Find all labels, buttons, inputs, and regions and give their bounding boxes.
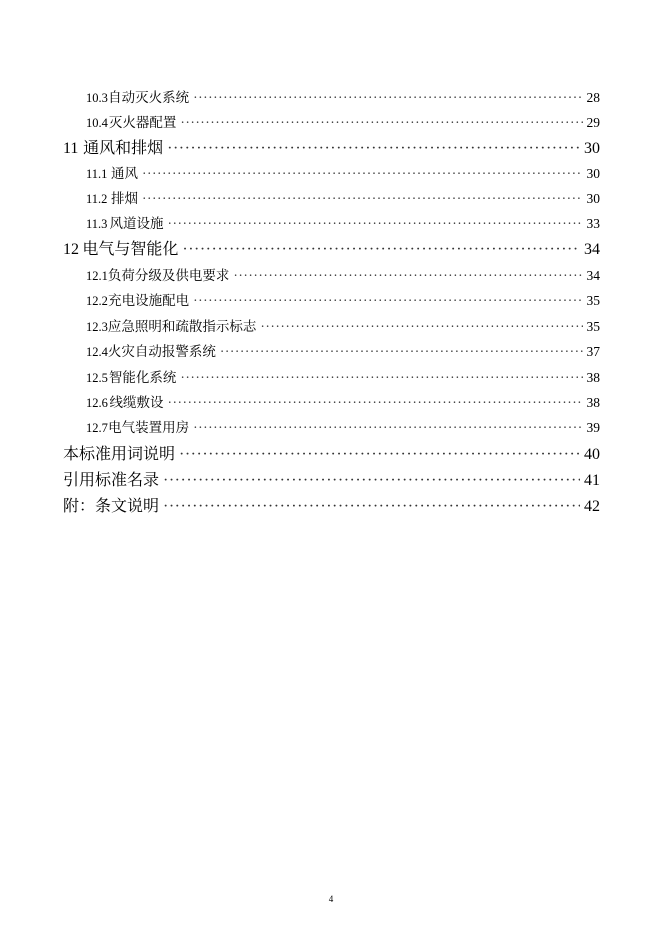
toc-entry-12-2[interactable] [86, 289, 600, 309]
toc-dot-leader [260, 319, 582, 335]
toc-dot-leader [163, 498, 580, 516]
toc-entry-12-6[interactable] [86, 391, 600, 411]
toc-entry-number: 11.1 [86, 167, 108, 181]
toc-dot-leader [167, 140, 580, 158]
toc-entry-page: 35 [586, 293, 600, 308]
toc-dot-leader [163, 472, 580, 490]
toc-entry-12-3[interactable] [86, 315, 600, 335]
toc-entry-number: 12.1 [86, 269, 108, 283]
toc-entry-12[interactable] [63, 236, 600, 259]
toc-entry-title: 附：条文说明 [63, 496, 160, 515]
toc-entry-11[interactable] [63, 135, 600, 158]
toc-entry-title: 电气装置用房 [108, 420, 190, 436]
toc-entry-page: 37 [586, 344, 600, 359]
toc-entry-page: 41 [584, 472, 600, 489]
toc-entry-referenced-standards[interactable] [63, 467, 600, 490]
toc-entry-title: 充电设施配电 [108, 293, 190, 309]
toc-entry-number: 12.6 [86, 396, 108, 410]
toc-entry-title: 排烟 [111, 191, 138, 207]
toc-entry-number: 12 [63, 241, 79, 258]
toc-entry-title: 火灾自动报警系统 [107, 344, 216, 360]
toc-entry-page: 33 [586, 216, 600, 231]
toc-dot-leader [180, 370, 582, 386]
toc-entry-number: 12.3 [86, 320, 108, 334]
toc-entry-title: 通风 [111, 166, 138, 182]
page-number: 4 [328, 894, 334, 904]
toc-entry-page: 30 [586, 191, 600, 206]
toc-entry-number: 10.4 [86, 116, 108, 130]
toc-entry-page: 29 [586, 115, 600, 130]
toc-entry-appendix[interactable] [63, 493, 600, 516]
toc-dot-leader [193, 293, 582, 309]
toc-entry-number: 11 [63, 140, 79, 157]
toc-entry-12-1[interactable] [86, 264, 600, 284]
toc-entry-title: 灭火器配置 [108, 115, 177, 131]
toc-entry-number: 10.3 [86, 91, 108, 105]
toc-entry-terms-explanation[interactable] [63, 441, 600, 464]
toc-dot-leader [168, 395, 583, 411]
toc-entry-page: 34 [584, 241, 600, 258]
toc-dot-leader [142, 166, 583, 182]
toc-entry-title: 自动灭火系统 [108, 90, 190, 106]
toc-entry-10-3[interactable] [86, 86, 600, 106]
toc-entry-12-4[interactable] [86, 340, 600, 360]
toc-entry-number: 11.3 [86, 217, 108, 231]
toc-entry-page: 42 [584, 498, 600, 515]
toc-dot-leader [168, 216, 583, 232]
toc-entry-11-3[interactable] [86, 212, 600, 232]
toc-entry-number: 12.7 [86, 421, 108, 435]
toc-entry-title: 电气与智能化 [82, 239, 179, 258]
toc-entry-11-2[interactable] [86, 187, 600, 207]
toc-dot-leader [193, 420, 582, 436]
toc-entry-page: 35 [586, 319, 600, 334]
toc-entry-10-4[interactable] [86, 111, 600, 131]
toc-dot-leader [180, 115, 582, 131]
toc-entry-page: 28 [586, 90, 600, 105]
toc-dot-leader [142, 191, 583, 207]
toc-entry-number: 12.4 [86, 345, 108, 359]
toc-entry-page: 39 [586, 420, 600, 435]
toc-dot-leader [193, 90, 582, 106]
toc-dot-leader [233, 268, 582, 284]
toc-dot-leader [179, 446, 580, 464]
toc-entry-page: 30 [586, 166, 600, 181]
toc-entry-11-1[interactable] [86, 162, 600, 182]
toc-entry-12-7[interactable] [86, 416, 600, 436]
toc-entry-title: 本标准用词说明 [63, 444, 176, 463]
toc-entry-title: 风道设施 [109, 216, 164, 232]
toc-entry-page: 30 [584, 140, 600, 157]
toc-entry-title: 应急照明和疏散指示标志 [107, 319, 257, 335]
toc-dot-leader [182, 241, 580, 259]
toc-entry-title: 通风和排烟 [83, 138, 164, 157]
toc-entry-number: 11.2 [86, 192, 108, 206]
toc-entry-page: 34 [586, 268, 600, 283]
toc-entry-number: 12.2 [86, 294, 108, 308]
toc-entry-title: 负荷分级及供电要求 [107, 268, 230, 284]
toc-entry-page: 40 [584, 446, 600, 463]
toc-entry-page: 38 [586, 370, 600, 385]
toc-entry-title: 智能化系统 [108, 370, 177, 386]
toc-entry-12-5[interactable] [86, 366, 600, 386]
toc-entry-page: 38 [586, 395, 600, 410]
toc-entry-title: 引用标准名录 [63, 470, 160, 489]
toc-entry-title: 线缆敷设 [109, 395, 164, 411]
toc-entry-number: 12.5 [86, 371, 108, 385]
toc-dot-leader [220, 344, 583, 360]
